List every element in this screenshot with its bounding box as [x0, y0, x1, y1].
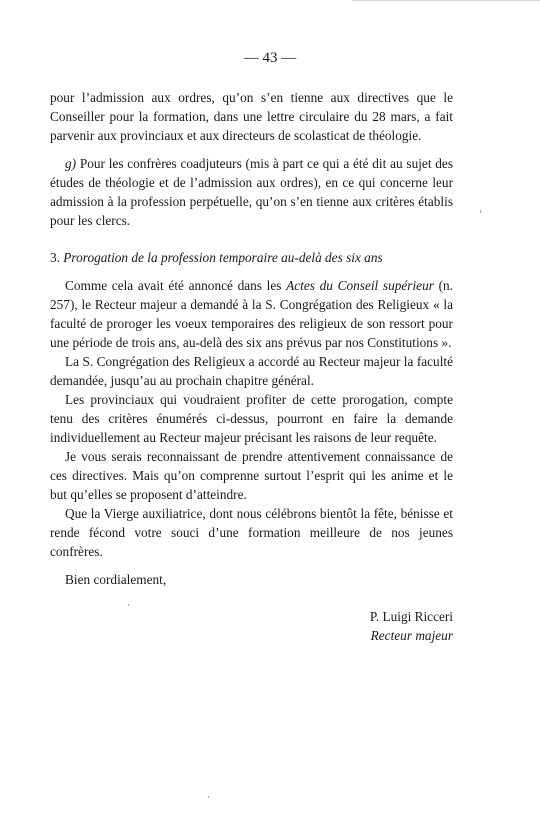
top-edge-rule — [352, 0, 540, 1]
signature-name: P. Luigi Ricceri — [369, 609, 453, 624]
scan-speck — [128, 604, 129, 606]
section-title: Prorogation de la profession temporaire au-delà des six ans — [59, 250, 383, 265]
signature-title: Recteur majeur — [370, 628, 453, 643]
paragraph-directives: Je vous serais reconnaissant de prendre attentivement connaissance de ces directives. Mais qu’on comprenne surtout l’esprit qui les anime et le but qu’elles se proposent d’atteindre. — [50, 449, 453, 502]
section-heading-prorogation — [50, 248, 453, 267]
acts-title-citation: Actes du Conseil supérieur — [286, 278, 434, 293]
section-number: 3. — [50, 250, 60, 265]
paragraph-announcement-rest: (n. 257), le Recteur majeur a demandé à la S. Congrégation des Religieux « la faculté de proroger les voeux temporaires des religieux de son ressort pour une période de trois ans, au-delà des six ans prévus par nos Constitutions ». — [50, 278, 453, 350]
letter-body — [50, 88, 453, 645]
scan-speck — [480, 210, 481, 213]
closing-salutation: Bien cordialement, — [65, 572, 167, 587]
signature-block — [50, 607, 453, 645]
page-number: — 43 — — [243, 50, 297, 66]
paragraph-coadjutor-brothers — [50, 154, 453, 230]
paragraph-announcement-start: Comme cela avait été annoncé dans les — [65, 278, 287, 293]
paragraph-coadjutor-text: Pour les confrères coadjuteurs (mis à part ce qui a été dit au sujet des études de théologie et de l’admission aux ordres), en ce qui concerne leur admission à la profession perpétuelle, qu’on s’en tienne aux critères établis pour les clercs. — [50, 156, 453, 228]
paragraph-blessing: Que la Vierge auxiliatrice, dont nous célébrons bientôt la fête, bénisse et rende fécond votre souci d’une formation meilleure de nos jeunes confrères. — [50, 506, 453, 559]
paragraph-admission-orders: pour l’admission aux ordres, qu’on s’en tienne aux directives que le Conseiller pour la formation, dans une lettre circulaire du 28 mars, a fait parvenir aux provinciaux et aux directeurs de scolasticat de théologie. — [50, 90, 453, 143]
paragraph-provincials-request: Les provinciaux qui voudraient profiter de cette prorogation, compte tenu des critères énumérés ci-dessus, pourront en faire la demande individuellement au Recteur majeur précisant les raisons de leur requête. — [50, 392, 453, 445]
paragraph-faculty-granted: La S. Congrégation des Religieux a accordé au Recteur majeur la faculté demandée, jusqu’au au prochain chapitre général. — [50, 354, 453, 388]
scan-speck — [208, 796, 209, 798]
paragraph-announcement — [50, 276, 453, 352]
list-marker-g: g) — [65, 156, 77, 171]
